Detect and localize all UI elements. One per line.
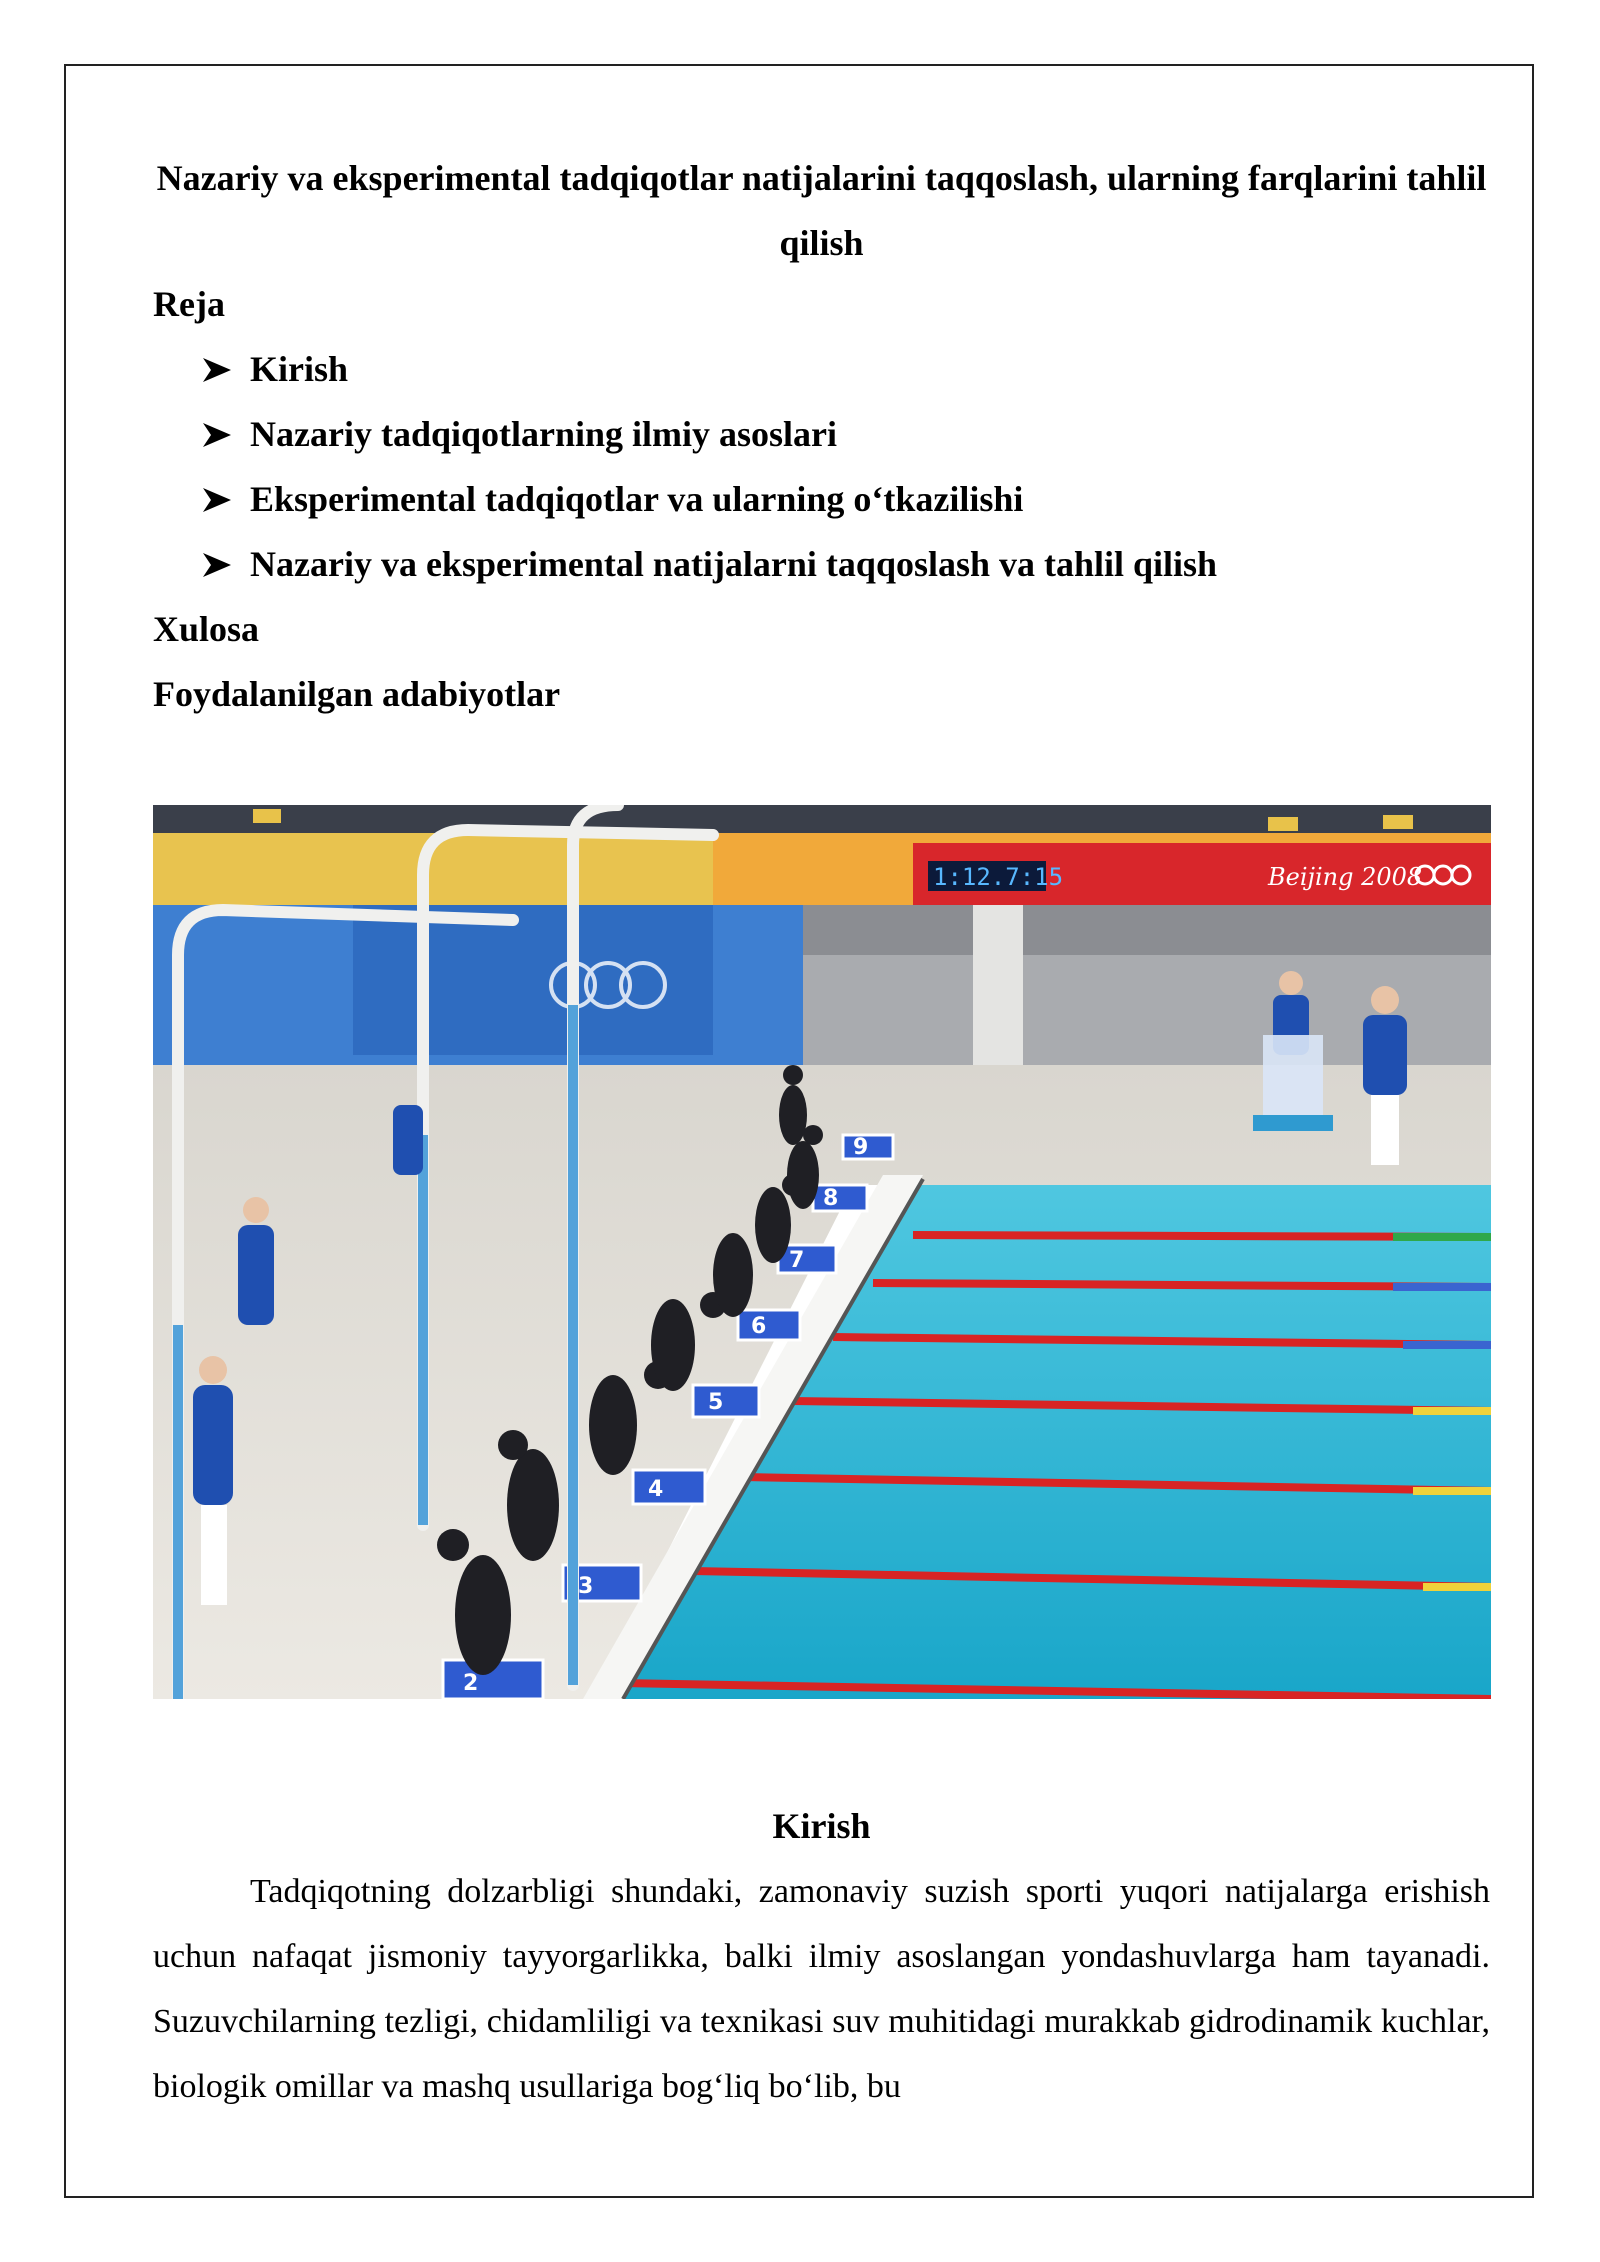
lane-number: 7 xyxy=(789,1248,805,1273)
plan-item-theory: Nazariy tadqiqotlarning ilmiy asoslari xyxy=(153,402,1217,467)
arrow-bullet-icon xyxy=(203,488,231,512)
lane-number: 5 xyxy=(708,1390,724,1415)
swimming-pool-photo xyxy=(153,805,1491,1699)
arrow-bullet-icon xyxy=(203,553,231,577)
lane-number: 9 xyxy=(853,1135,869,1160)
plan-item-comparison: Nazariy va eksperimental natijalarni taqqoslash va tahlil qilish xyxy=(153,532,1217,597)
document-title: Nazariy va eksperimental tadqiqotlar natijalarini taqqoslash, ularning farqlarini tahlil qilish xyxy=(156,158,1487,263)
scoreboard-text: 1:12.7:15 xyxy=(933,863,1064,891)
lane-number: 8 xyxy=(823,1186,839,1211)
intro-paragraph: Tadqiqotning dolzarbligi shundaki, zamonaviy suzish sporti yuqori natijalarga erishish uchun nafaqat jismoniy tayyorgarlikka, balki ilmiy asoslangan yondashuvlarga ham tayanadi. Suzuvchilarning tezligi, chidamliligi va texnikasi suv muhitidagi murakkab gidrodinamik kuchlar, biologik omillar va mashq usullariga bog‘liq bo‘lib, bu xyxy=(153,1873,1490,2105)
plan-item-experiment: Eksperimental tadqiqotlar va ularning o‘tkazilishi xyxy=(153,467,1217,532)
lane-number: 3 xyxy=(578,1574,594,1599)
lane-number: 6 xyxy=(751,1314,767,1339)
conclusion-heading: Xulosa xyxy=(153,609,260,649)
references-heading: Foydalanilgan adabiyotlar xyxy=(153,674,561,714)
banner-text: Beijing 2008 xyxy=(1268,863,1423,891)
plan-item-kirish: Kirish xyxy=(153,337,1217,402)
plan-heading: Reja xyxy=(153,284,225,324)
arrow-bullet-icon xyxy=(203,358,231,382)
arrow-bullet-icon xyxy=(203,423,231,447)
lane-number: 2 xyxy=(463,1671,479,1696)
lane-number: 4 xyxy=(648,1477,664,1502)
plan-list xyxy=(153,337,1217,597)
intro-heading: Kirish xyxy=(772,1806,871,1846)
